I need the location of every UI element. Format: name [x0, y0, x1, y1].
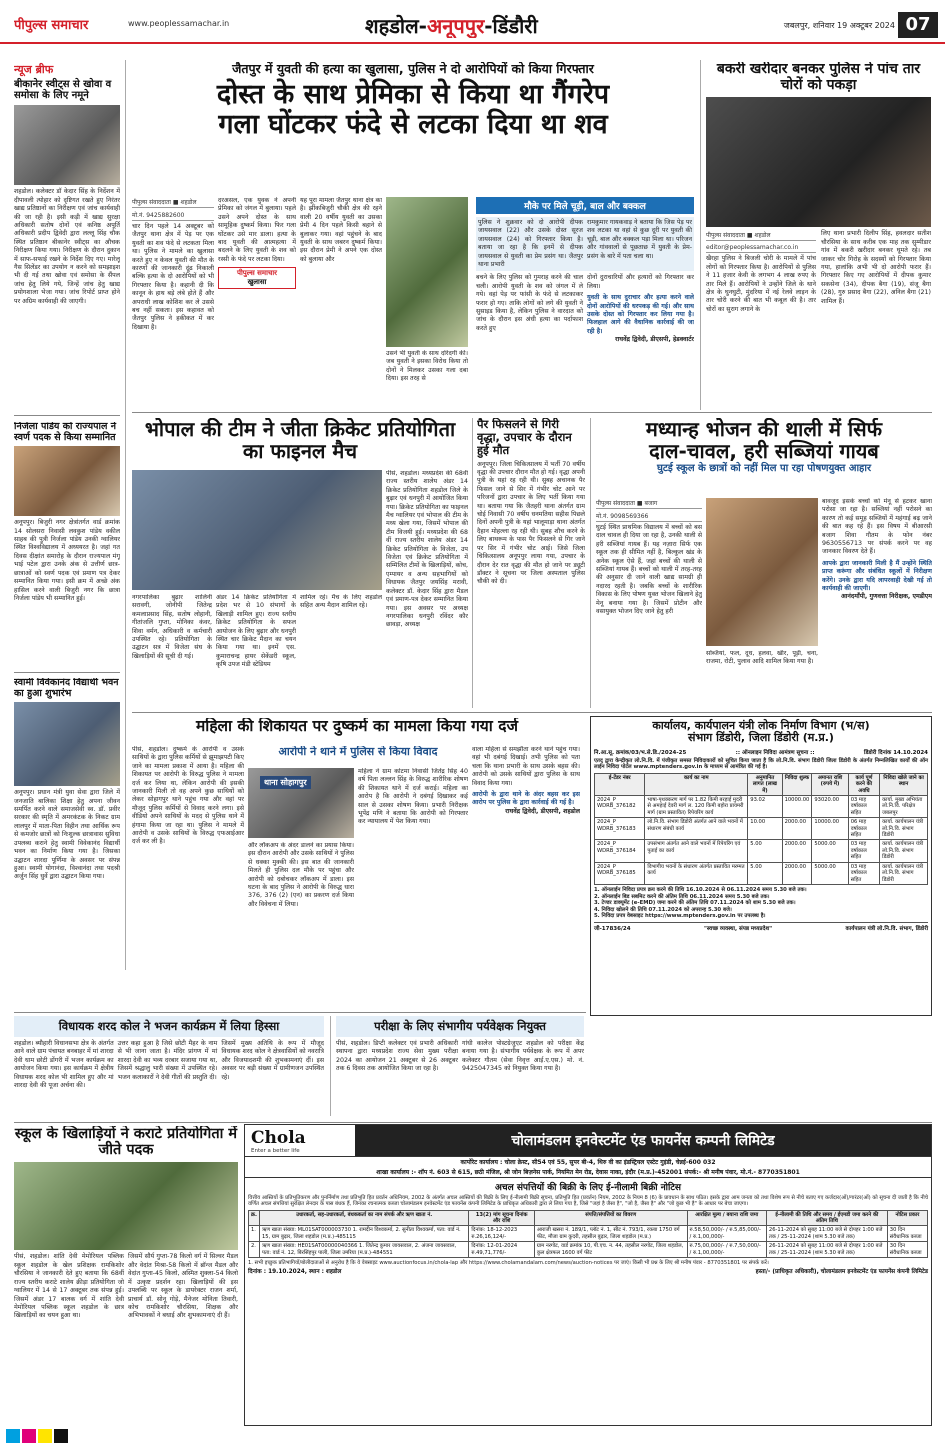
midday-right [822, 498, 932, 708]
complaint-col-3 [358, 768, 468, 976]
tender-header-3: निविदा शुल्क [782, 773, 812, 795]
chola-corp-office: कार्पोरेट कार्यालय : चोला क्रेस्ट, सी54 एवं 55, सुपर बी-4, थिरु वी का इंडस्ट्रियल एस्टेट गुइंडी, चेन्नई-600 032 [460, 1159, 716, 1166]
news-brief-body: शहडोल। कलेक्टर डॉ केदार सिंह के निर्देशन में दीपावली त्योहार को दृष्टिगत रखते हुए निरंतर खाद्य प्रतिष्ठानों का निरीक्षण एवं जांच कार्यवाही की जा रही है। इसी कड़ी में खाद्य सुरक्षा अधिकारी सतोष दोनों एवं कनिष्ठ अपूर्ति अधिकारी प्रदीप द्विवेदी द्वारा लल्लू सिंह चौक स्थित प्रतिष्ठान बीकानेर स्वीट्स का औचक निरीक्षण किया गया। निरीक्षण के दौरान दुकान में साफ-सफाई रखने के निर्देश दिए गए। मारेलू गैस सिलेंडर का उपयोग न करने को समझाइश भी दी गई तथा खोवा एवं समोसा के सैंपल जांच हेतु लिये गये, जिन्हें जांच हेतु खाद्य प्रयोगशाला भेजा गया। जांच रिपोर्ट प्राप्त होने पर अग्रिम कार्यवाही की जाएगी। [14, 188, 120, 305]
chola-table [248, 1210, 928, 1258]
reg-mark-yellow [38, 1429, 52, 1443]
tender-cell: 2024_P WDRB_376183 [595, 818, 645, 840]
tender-cell: 5.00 [748, 862, 782, 884]
goat-columns [706, 230, 931, 314]
tender-cell: कार्या. मुख्य अभियंता लो.नि.वि. परिक्षेत्र जबलपुर [880, 796, 928, 818]
exam-headline: परीक्षा के लिए संभागीय पर्यवेक्षक नियुक्त [336, 1016, 584, 1037]
column-rule [700, 60, 701, 410]
chola-cell: दिनांक: 12-01-2024 रु.49,71,776/- [469, 1242, 535, 1258]
lead-col1-text: चार दिन पहले 14 अक्टूबर को जैतपुर थाना क्षेत्र में पेड़ पर एक युवती का शव फंदे से लटकता मिला था। पुलिस ने मामले का खुलासा करते हुए न केवल युवती की मौत के कारणों की जानकारी दूंढ निकाली बल्कि हत्या के दो आरोपियों को भी गिरफ्तार किया है। कहानी दी कि कानून के हाथ बड़े लंबे होते हैं और अपराधी लाख कोशिश कर ले उससे बच नहीं सकता। इस कहावत को जैतपुर पुलिस ने हकीकत में कर दिखाया है। [132, 223, 214, 331]
midday-bottom [706, 650, 818, 708]
tender-footer-left: जी-17836/24 [594, 925, 631, 932]
midday-byline: पीपुल्स संवाददाता ■ बजाग [596, 498, 702, 509]
nirjala-headline: निर्जला पांडेय को राज्यपाल ने स्वर्ण पदक से किया सम्मानित [14, 422, 116, 443]
chola-ad [244, 1124, 932, 1426]
chola-cell: 30 दिन संवैधानिक कब्जा [887, 1242, 927, 1258]
tender-cell: 2000.00 [782, 862, 812, 884]
chola-logo [245, 1125, 355, 1156]
chola-table-head [249, 1210, 928, 1226]
complaint-quote-attr: राघवेंद्र द्विवेदी, डीएसपी, शहडोल [505, 807, 580, 815]
midday-quote: आपके द्वारा जानकारी मिली है मैं उन्होंने स्थिति प्राप्त करूंगा और संबंधित स्कूलों में निरीक्षण करेंगे। उनके द्वारा यदि लापरवाही देखी गई तो कार्यवाही की जाएगी। [822, 559, 932, 593]
tender-row [595, 796, 928, 818]
midday-left-text: घुटई स्थित प्राथमिक विद्यालय में बच्चों को बस दाल चावल ही दिया जा रहा है, उनकी थाली से हरी सब्जियां गायब हैं। यह नज़ारा सिर्फ एक स्कूल तक ही सीमित नहीं है, बिल्कुल खंड के अनेक स्कूल ऐसे हैं, जहां बच्चों की थाली से सब्जियां गायब हैं। बच्चों को थाली में तरह-तरह की अनुसार दी जाने वाली खाद्य सामग्री ही नदारद रहती है। जबकि बच्चों के शारीरिक विकास के लिए पोषण युक्त भोजन खिलाने हेतु मेनू बनाया गया है। जिसमें प्रोटीन और वसायुक्त भोजन दिए जाने हेतु हरी [596, 524, 702, 616]
complaint-col-4 [472, 746, 580, 976]
mla-col2: उत्तर कहा हुआ है जिसे छोटी मैहर के नाम से भी जाना जाता है। मंदिर प्रांगण में मां शारदा देवी का भव्य दरबार सजाया गया था, जिसमें श्रद्धालु भारी संख्या में उपस्थित रहे। भजन कलाकारों ने देवी गीतों की प्रस्तुति दी। [117, 1040, 218, 1081]
section-prefix: शहडोल- [365, 14, 427, 38]
chola-place-date: दिनांक : 19.10.2024, स्थान : शहडोल [248, 1269, 342, 1276]
tender-cell: कार्या. कार्यपालन यंत्री लो.नि.वि. संभाग डिंडोरी [880, 862, 928, 884]
goat-story [706, 62, 931, 410]
news-brief-headline: बीकानेर स्वीट्स से खोवा व समोसा के लिए नमूने [14, 79, 112, 102]
tender-date: डिंडोरी दिनांक 14.10.2024 [863, 749, 928, 756]
story-swami [14, 678, 120, 968]
website[interactable]: www.peoplessamachar.in [128, 19, 230, 28]
exam-col1: पीसं, शहडोल। डिप्टी कलेक्टर एवं प्रभारी अधिकारी स्थापना द्वारा मध्यप्रदेश राज्य सेवा मुख्य परीक्षा 2024 का आयोजन 21 अक्टूबर से 26 अक्टूबर तक 6 दिवस तक आयोजित किया जा रहा है। [336, 1040, 458, 1073]
cricket-bottom-1-text: नगरपालिका बुढ़ार शालिनी सरावगी, जोनीपी जितेन्द्र कमलाप्रसाद सिंह, सतोष लोहानी, गीतांजलि गुप्ता, मोनिका कंवर, शिवा वर्मन, अधिकारी व कर्मचारी उपस्थित रहे। प्रतियोगिता के उद्घाटन सत्र में विजेता संघ के खिलाड़ियों की सूची दी गई। [132, 594, 212, 660]
cricket-bottom-2 [216, 594, 296, 706]
cricket-bottom-3 [300, 594, 382, 706]
news-brief [14, 62, 120, 412]
chola-cell: दिनांक: 18-12-2023 रु.26,16,124/- [469, 1226, 535, 1242]
chola-row [249, 1226, 928, 1242]
tender-cell: 03 माह वर्षाकाल सहित [848, 840, 879, 862]
chola-table-body [249, 1226, 928, 1258]
cricket-photo [132, 470, 382, 590]
tender-cell: 5000.00 [812, 840, 848, 862]
tender-label: :: ऑनलाइन निविदा आमंत्रण सूचना :: [735, 749, 815, 756]
complaint-col1-text: पीसं, शहडोल। दुष्कर्म के आरोपी व उसके साथियों के द्वारा पुलिस कर्मियों से झूमाझपटी किए जाने का मामला प्रकाश में आया है। महिला की शिकायत पर आरोपी के विरुद्ध पुलिस ने मामला दर्ज कर लिया था, लेकिन आरोपी की इसकी जानकारी मिली तो वह अपने कुछ साथियों को लेकर सोहागपुर थाने पहुंच गया और वहां पर मौजूद पुलिस कर्मियों से विवाद करने लगा। इसे वीडियो अपने साथियों के मदद से पुलिस थाने में हंगामा किया जा रहा था। पुलिस ने मामले में आरोपी व उसके साथियों के विरुद्ध एफआईआर दर्ज कर ली है। [132, 746, 244, 846]
tender-cell: 2024_P WDRB_376185 [595, 862, 645, 884]
mla-col1: शहडोल। ब्यौहारी विधानसभा क्षेत्र के अंतर्गत आने वाले ग्राम पंचायत बनबाहर में मां शारदा देवी धाम छोटी डोंगरी में भजन कार्यक्रम का आयोजन किया गया। इस कार्यक्रम में क्षेत्रीय विधायक शरद कोल भी शामिल हुए और मां शारदा देवी की पूजा अर्चना की। [14, 1040, 114, 1090]
tender-cell: भाषा-पृथक्करण मार्ग पर 1.82 किमी बरहाई मुदरी से अमहाई देवरी मार्ग ल. 120 किमी बहोरा प्रायमरी मार्ग (ग्राम प्रस्तावित) रिपेयरिंग कार्य [645, 796, 748, 818]
tender-meta [594, 748, 928, 756]
tender-cell: उपसंभाग अंतर्गत आने वाले भवनों में रिपेयरिंग एवं पुताई का कार्य [645, 840, 748, 862]
exam-col2: गांधी कालेज पोस्टग्रेजुएट शहडोल को परीक्षा केंद्र बनाया गया है। संभागीय पर्यवेक्षक के रूप में अपर कलेक्टर गौतम (सेवा निवृत्त आई.ए.एस.) मो. नं. 9425047345 को नियुक्त किया गया है। [462, 1040, 584, 1073]
mla-headline: विधायक शरद कोल ने भजन कार्यक्रम में लिया हिस्सा [14, 1016, 324, 1037]
lead-kicker: जैतपुर में युवती की हत्या का खुलासा, पुलिस ने दो आरोपियों को किया गिरफ्तार [232, 62, 594, 76]
cricket-bottom-3-text: शामिल रहे। मैच के लिए शहडोल सहित अन्य मैदान शामिल रहे। [300, 594, 382, 610]
lead-col2a-text: दरअसल, एक युवक ने अपनी प्रेमिका को जंगल में बुलाया। पहले उसने अपने दोस्त के साथ सामूहिक दुष्कर्म किया। फिर गला घोंटकर उसे मार डाला। हत्या के बाद युवती की आत्महत्या में बदलने के लिए युवती के शव को रस्सी के फंदे पर लटका दिया। [218, 197, 296, 263]
tender-cell: 10000.00 [782, 796, 812, 818]
story-nirjala [14, 422, 120, 670]
chola-notice-intro: वित्तीय आस्तियों के प्रतिभूतिकरण और पुनर्निर्माण तथा प्रतिभूति हित प्रवर्तन अधिनियम, 2002 के अंतर्गत अचल आस्तियों की बिक्री के लिए ई-नीलामी बिक्री सूचना, प्रतिभूति हित (प्रवर्तन) नियम, 2002 के नियम 8 (6) के प्रावधान के साथ पठित। इसके द्वारा आम जनता को तथा विशेष रूप से नीचे बताए गए कर्जदार(ओं)/गारंटर(ओं) को सूचना दी जाती है कि नीचे वर्णित अचल संपत्तियां सुरक्षित लेनदार के पास बंधक हैं, जिनका रचनात्मक कब्जा चोलामंडलम इनवेस्टमेंट एंड फायनेंस कंपनी लिमिटेड के प्राधिकृत अधिकारी द्वारा ले लिया गया है, जिसे "जहां है जैसा है", "जो है, जैसा है" और "जो कुछ भी है" के आधार पर बेचा जाएगा। [248, 1195, 928, 1208]
chola-cell: रु.75,00,000/- / रु.7,50,000/- / रु.1,00,000/- [687, 1242, 766, 1258]
tender-ref: नि.आ.सू. क्रमांक/03/भ.से.डि./2024-25 [594, 749, 687, 756]
chola-logo-text: Chola [251, 1128, 306, 1148]
chola-branch-office: शाखा कार्यालय :- शॉप नं. 603 से 615, छठी मंजिल, श्री जोन बिज़नेस पार्क, नियमित मेन रोड, देवास नाका, इंदौर (म.प्र.)-452001 संपर्क:- श्री मनीष पंवार, मो.नं.- 8770351801 [245, 1167, 931, 1178]
tender-cell: 93020.00 [812, 796, 848, 818]
chola-header-1: उधारकर्ता, सह-उधारकर्ता, बंधककर्ता का नाम संपर्क और ऋण खाता नं. [259, 1210, 468, 1226]
chola-header-5: ई-नीलामी की तिथि और समय / ईएमडी जमा करने की अंतिम तिथि [766, 1210, 887, 1226]
chola-cell: ऋण खाता संख्या: HE01SAT00000040366 1. जितेन्द्र कुमार जायसवाल, 2. अंजना जायसवाल, पता: वार्ड नं. 12, बिरसिंहपुर पाली, जिला उमरिया (म.प्र.)-484551 [259, 1242, 468, 1258]
cricket-top-text-wrap [386, 470, 468, 705]
tender-cell: 10000.00 [812, 818, 848, 840]
lead-headline-2: गला घोंटकर फंदे से लटका दिया था शव [218, 109, 608, 141]
karate-headline: स्कूल के खिलाड़ियों ने कराटे प्रतियोगिता में जीते पदक [14, 1126, 238, 1159]
complaint-subhead-wrap [248, 746, 468, 766]
brand-logo[interactable] [14, 14, 114, 34]
tender-header-4: अमानत राशि (रुपये में) [812, 773, 848, 795]
swami-photo [14, 702, 120, 786]
midday-quote-attr: आनंदमाँपी, गुणवत्ता निरीक्षक, एमडीएम [841, 593, 932, 601]
chola-header-3: संपत्ति/संपत्तियों का विवरण [534, 1210, 687, 1226]
masthead [0, 0, 945, 44]
tender-header-6: निविदा खोले जाने का स्थान [880, 773, 928, 795]
lead-sidebar-label: मौके पर मिले चूड़ी, बाल और बक्कल [476, 197, 694, 214]
nirjala-body: अनूपपुर। बिजुरी नगर क्षेत्रांतर्गत वार्ड क्रमांक 14 सोलसरा निवासी लवकुश पांडेय वकील साहब की पुत्री निर्जला पांडेय उनकी ग्वालियर स्थित विश्वविद्यालय में अध्ययरत है। जहां गत दिवस दीक्षांत समारोह के दौरान राज्यपाल मंगू भाई पटेल द्वारा उनके अंक से उत्तीर्ण छात्र-छात्राओं को स्वर्ण पदक एवं प्रमाण पत्र देकर सम्मानित किया गया। इसी क्रम में अच्छे अंक हासिल करने वाली बिजुरी नगर कि छात्रा निर्जला पांडेय भी सम्मानित हुई। [14, 519, 120, 602]
chola-cell: 26-11-2024 को सुबह 11:00 बजे से दोपहर 1:00 बजे तक / 25-11-2024 (शाम 5.30 बजे तक) [766, 1242, 887, 1258]
tender-cell: 06 माह वर्षाकाल सहित [848, 818, 879, 840]
tender-cell: 10.00 [748, 818, 782, 840]
mla-story [14, 1016, 324, 1116]
chola-header-2: 13(2) मांग सूचना दिनांक और राशि [469, 1210, 535, 1226]
chola-table-wrap [245, 1208, 931, 1260]
section-accent: अनूपपुर [426, 14, 485, 38]
chola-cell: 30 दिन संवैधानिक कब्जा [887, 1226, 927, 1242]
midday-right-text: बावजूद इसके बच्चों को मेनू से हटकर खाना परोसा जा रहा है। सब्जियां नहीं परोसने का कारण तो कई समूह सब्जियों में महंगाई बढ़ जाने की बात कह रहे हैं। इस विषय में बीआरसी बजाग शिवा गौतम के फोन नंबर 9630556713 पर संपर्क करने पर वह जानकार विवरण देते हैं। [822, 498, 932, 556]
karate-story [14, 1126, 238, 1426]
page-number: 07 [898, 12, 938, 38]
tender-note: 1. ऑनलाईन निविदा प्रपत्र क्रय करने की तिथि 16.10.2024 से 06.11.2024 समय 5.30 बजे तक। [594, 886, 807, 893]
chola-signatory: हस्ता/- (प्राधिकृत अधिकारी), चोलामंडलम इनवेस्टमेंट एंड फायनेंस कंपनी लिमिटेड [755, 1269, 928, 1276]
tender-title-1: कार्यालय, कार्यपालन यंत्री लोक निर्माण विभाग (भ/स) [652, 719, 870, 732]
swami-body: अनूपपुर। प्रधान मंत्री युवा सेवा द्वारा जिले में जनजाति बालिका शिक्षा हेतु अपना जीवन समर्पित करने वाले समाजसेवी स्व. डॉ. प्रवीर सरकार की स्मृति में अमरकंटक के निकट ग्राम लालपुर में माता-पिता विहीन तथा आर्थिक रूप से कमजोर छात्रों को निःशुल्क छात्रावास सुविधा उपलब्ध कराने हेतु स्वामी विवेकानंद विद्यार्थी भवन का निर्माण किया गया है। जिसका उद्घाटन शारदा पूर्णिमा के अवसर पर संपन्न हुआ। स्वामी योगानंदा, विश्वानंदा तथा पदश्री अर्जुन सिंह धुर्वे द्वारा उद्घाटन किया गया। [14, 789, 120, 881]
lead-sidebar-right: रामकुमार गायकवाड़ ने बताया कि जिस पेड़ पर शव लटका था वहां से कुछ दूरी पर युवती की चूड़ी, बाल और बक्कल पड़ा मिला था। परिजन और गांववालों से पूछताछ में युवती के प्रेम-प्रसंग के बारे में पता चला था। [587, 219, 692, 260]
complaint-col3-text: महिला ने ग्राम कोटमा निवासी जितेंद्र सिंह 40 वर्ष पिता लल्लन सिंह के विरुद्ध शारीरिक शोषण की शिकायत थाने में दर्ज कराई। महिला का आरोप है कि आरोपी ने दबंगई दिखाकर कई साल से उसका शोषण किया। प्रभारी निरीक्षक भूपेंद्र मणि ने बताया कि आरोपी को गिरफ्तार कर न्यायालय में पेश किया गया। [358, 768, 468, 826]
divider [14, 1012, 586, 1013]
complaint-headline: महिला की शिकायत पर दुष्कर्म का मामला किया गया दर्ज [196, 718, 518, 735]
tender-cell: 2000.00 [782, 840, 812, 862]
tender-cell: 2000.00 [782, 818, 812, 840]
lead-sidebar-left: पुलिस ने शुक्रवार को दो आरोपी दीपक जायसवाल (22) और उसके दोस्त सूरज जायसवाल (24) को गिरफ्तार किया है। बताया जा रहा है कि इनमें से दीपक जायसवाल से युवती का प्रेम प्रसंग था। जैतपुर थाना प्रभारी [478, 219, 583, 269]
lead-sidebar-quote: युवती के साथ दुराचार और हत्या करने वाले दोनों आरोपियों की धरपकड़ की गई। और साथ उसके दोस्त को गिरफ्तार कर लिया गया है। फिलहाल आगे की वैधानिक कार्रवाई की जा रही है। [587, 294, 694, 335]
midday-headline-2: दाल-चावल, हरी सब्जियां गायब [649, 439, 879, 464]
complaint-col-2 [248, 842, 354, 976]
chola-footer [245, 1266, 931, 1276]
complaint-photo-caption: थाना सोहागपुर [260, 776, 311, 789]
reg-mark-magenta [22, 1429, 36, 1443]
lead-headline-1: दोस्त के साथ प्रेमिका से किया था गैंगरेप [216, 79, 610, 110]
goat-photo [706, 97, 931, 227]
lead-sidebar-body [476, 274, 694, 344]
karate-col1: पीसं, शहडोल। शांति देवी मेमोरियल पब्लिक स्कूल शहडोल के खेल प्रशिक्षक रामकिशोर चौरसिया ने जानकारी देते हुए बताया कि 68वीं राज्य स्तरीय कराटे शालेय क्रीड़ा प्रतियोगिता जो ग्वालियर में 14 से 17 अक्टूबर तक संपन्न हुई। जिसमें अंडर 17 बालक वर्ग में शांति देवी मेमोरियल पब्लिक स्कूल शहडोल के छात्र खिलाड़ियों का चयन हुआ था। [14, 1253, 124, 1320]
chola-tagline: Enter a better life [251, 1148, 300, 1154]
tender-note: 2. ऑनलाईन बिड सबमिट करने की अंतिम तिथि 06.11.2024 समय 5.30 बजे तक। [594, 893, 770, 900]
tender-cell: कार्या. कार्यपालन यंत्री लो.नि.वि. संभाग डिंडोरी [880, 818, 928, 840]
chola-cell: रु.58,50,000/- / रु.5,85,000/- / रु.1,00,000/- [687, 1226, 766, 1242]
tender-header-2: अनुमानित लागत (लाख में) [748, 773, 782, 795]
chola-header [245, 1125, 931, 1157]
tender-note: 4. निविदा खोलने की तिथि 07.11.2024 को अपरान्ह 5.30 बजे। [594, 906, 732, 913]
tender-cell: विभागीय भवनों के संधारण अंतर्गत प्रस्तावित मरम्मत कार्य [645, 862, 748, 884]
goat-email[interactable]: editor@peoplessamachar.co.in [706, 243, 816, 253]
tender-table-body [595, 796, 928, 885]
tender-title-2: संभाग डिंडोरी, जिला डिंडोरी (म.प्र.) [688, 731, 834, 745]
tender-row [595, 862, 928, 884]
tender-header-5: कार्य पूर्ण करने की अवधि [848, 773, 879, 795]
dateline: जबलपुर, शनिवार 19 अक्टूबर 2024 [783, 21, 895, 30]
tender-intro: एतद् द्वारा केन्द्रीकृत लो.नि.वि. में पंजीकृत समस्त निविदाकारों को सूचित किया जाता है कि लो.नि.वि. संभाग डिंडोरी जिला डिंडोरी के अंतर्गत निम्नलिखित कार्यों की ऑन लाईन निविदा पोर्टल www.mptenders.gov.in के माध्यम से आमंत्रित की गई है। [594, 757, 928, 771]
tender-notice [590, 716, 932, 1016]
lead-col-3 [300, 197, 382, 407]
section-title [365, 12, 685, 38]
section-suffix: -डिंडौरी [484, 14, 538, 38]
swami-headline: स्वामी विवेकानंद विद्यार्थी भवन का हुआ शुभारंभ [14, 678, 119, 699]
tender-cell: 5.00 [748, 840, 782, 862]
tender-cell: कार्या. कार्यपालन यंत्री लो.नि.वि. संभाग डिंडोरी [880, 840, 928, 862]
cricket-headline: भोपाल की टीम ने जीता क्रिकेट प्रतियोगिता का फाइनल मैच [144, 418, 456, 464]
chola-header-0: क्र. [249, 1210, 260, 1226]
karate-photo [14, 1162, 238, 1250]
tender-footer-right: कार्यपालन यंत्री लो.नि.वि. संभाग, डिंडोरी [845, 925, 928, 932]
lead-phone: मो.नं. 9425882600 [132, 210, 214, 221]
chola-title: चोलामंडलम इनवेस्टमेंट एंड फायनेंस कम्पनी लिमिटेड [355, 1125, 931, 1156]
divider [132, 712, 932, 713]
lead-logo-sub: खुलासा [247, 278, 267, 287]
complaint-photo [248, 768, 354, 838]
chola-cell: ग्राम नरगोट, वार्ड क्रमांक 10, पी.एच. न. 44, तहसील नरगोट, जिला शहडोल, कुल क्षेत्रफल 1600 वर्ग फीट [534, 1242, 687, 1258]
tender-cell: 93.02 [748, 796, 782, 818]
midday-left [596, 498, 702, 708]
lead-sidebar [476, 197, 694, 409]
mla-col3: जिसमें मुख्य अतिथि के रूप में मौजूद विधायक शरद कोल ने क्षेत्रवासियों को नवरात्रि और विजयादशमी की शुभकामनाएं दीं। इस अवसर पर बड़ी संख्या में ग्रामीणजन उपस्थित रहे। [221, 1040, 324, 1081]
midday-phone: मो.नं. 9098569366 [596, 511, 702, 522]
tender-cell: लो.नि.वि. संभाग डिंडोरी अंतर्गत आने वाले भवनों में संधारण संबंधी कार्य [645, 818, 748, 840]
goat-headline: बकरी खरीदार बनकर पुलिस ने पांच तार चोरों को पकड़ा [716, 62, 921, 93]
exam-columns [336, 1040, 584, 1074]
tender-cell: 2024_P WDRB_376184 [595, 840, 645, 862]
column-rule [330, 1016, 331, 1116]
reg-mark-cyan [6, 1429, 20, 1443]
chola-header-6: नोटिस प्रकार [887, 1210, 927, 1226]
karate-columns [14, 1253, 238, 1320]
lead-logo-box [218, 267, 296, 289]
divider [14, 672, 120, 673]
elderly-body: अनूपपुर। जिला चिकित्सालय में भर्ती 70 वर्षीय वृद्धा की उपचार दौरान मौत हो गई। वृद्धा अपनी पुत्री के यहां रह रही थी। सुबह अचानक पैर फिसल जाने से सिर में गंभीर चोट आने पर परिजनों द्वारा उपचार के लिए भर्ती किया गया था। बताया गया कि जैतहरी थाना अंतर्गत ग्राम चोई निवासी 70 वर्षीय धनमतिया सहीस पिछले दिनों अपनी पुत्री के यहां भालूमाड़ा थाना अंतर्गत दैहान मोहल्ला रह रही थी। सुबह शौच करने के लिए बाथरूम के पास पैर फिसलने से गिर जाने पर सिर में गंभीर चोट आई। जिसे जिला चिकित्सालय अनूपपुर लाया गया, उपचार के दौरान देर रात वृद्धा की मौत हो जाने पर ड्यूटी डॉक्टर ने सूचना पर जिला अस्पताल पुलिस चौकी को दी। [477, 460, 585, 586]
lead-col-4 [386, 350, 468, 408]
chola-cell: ऋण खाता संख्या: ML01SAT000003730 1. रामदीन विश्वकर्मा, 2. सुनीता विश्वकर्मा, पता: वार्ड नं. 15, ग्राम बुढ़ार, जिला शहडोल (म.प्र.)-485115 [259, 1226, 468, 1242]
lead-sidebar-box [476, 217, 694, 271]
lead-sidebar-body-left: बचने के लिए पुलिस को गुमराह करने की चाल चली। आरोपी युवती के शव को जंगल में ले गये। वहां पेड़ पर फांसी के फंदे से लटकाकर फरार हो गए। ताकि लोगों को लगे की युवती ने सुसाइड किया है, लेकिन पुलिस ने वारदात को जांच के दौरान इस अंधी हत्या का पर्दाफाश करते हुए [476, 274, 583, 332]
news-brief-photo [14, 105, 120, 185]
lead-sidebar-body-right-wrap [587, 274, 694, 344]
lead-sidebar-body-right: दोनों दुराचारियों और हत्यारों को गिरफ्तार कर लिया। [587, 274, 694, 290]
midday-subhead: घुटई स्कूल के छात्रों को नहीं मिल पा रहा पोषणयुक्त आहार [656, 462, 872, 474]
lead-photo [386, 197, 468, 347]
tender-cell: 03 माह वर्षाकाल सहित [848, 796, 879, 818]
lead-logo-brand: पीपुल्स समाचार [236, 269, 278, 278]
goat-byline: पीपुल्स संवाददाता ■ शहडोल [706, 230, 816, 241]
nirjala-photo [14, 446, 120, 516]
chola-cell: 2. [249, 1242, 260, 1258]
chola-cell: 1. [249, 1226, 260, 1242]
chola-notice-title: अचल संपत्तियों की बिक्री के लिए ई-नीलामी बिक्री नोटिस [495, 1183, 681, 1193]
lead-col-2 [218, 197, 296, 407]
tender-cell: 5000.00 [812, 862, 848, 884]
goat-right-text: लिए थाना प्रभारी दिलीप सिंह, हवलदार सतीश चौरसिया के साथ करीब एक माह तक सुम्मीडार गांव में बकरी खरीदार बनकर घूमते रहे। तब जाकर चोर गिरोह के सदस्यों को गिरफ्तार किया गया, हालांकि अभी भी दो आरोपी फरार हैं। गिरफ्तार किए गए आरोपियों में दीपक कुमार सकसेना (34), दीपक बैगा (19), संजू बैगा (28), गुरु प्रसाद बैगा (22), अनिल बैगा (21) शामिल हैं। [821, 230, 931, 305]
elderly-headline: पैर फिसलने से गिरी वृद्धा, उपचार के दौरान हुई मौत [477, 418, 572, 457]
complaint-col2-text: और लॉकअप के अंदर डालने का प्रयास किया। इस दौरान आरोपी और उसके साथियों ने पुलिस से धक्का मुक्की की। इस बात की जानकारी मिलते ही पुलिस दल मौके पर पहुंचा और आरोपी को दबोचकर लॉकअप में डाला। इस घटना के बाद पुलिस ने आरोपी के विरुद्ध धारा 376, 376 (2) (एन) का प्रकरण दर्ज किया और विवेचना में लिया। [248, 842, 354, 908]
midday-bottom-text: सब्जियां, फल, दूध, हलवा, खीर, पूड़ी, चना, राजमा, रोटी, पुलाव आदि शामिल किया गया है। [706, 650, 818, 666]
tender-table [594, 773, 928, 885]
chola-cell: 26-11-2024 को सुबह 11:00 बजे से दोपहर 1:00 बजे तक / 25-11-2024 (शाम 5.30 बजे तक) [766, 1226, 887, 1242]
reg-mark-black [54, 1429, 68, 1443]
tender-footer-mid: "स्वच्छ व्यवस्था, संपन्न मध्यप्रदेश" [704, 925, 773, 932]
tender-notes [594, 887, 928, 920]
lead-byline: पीपुल्स संवाददाता ■ शहडोल [132, 197, 214, 208]
cricket-top-text: पीसं, शहडोल। मध्यप्रदेश की 68वीं राज्य स्तरीय शालेय अंडर 14 क्रिकेट प्रतियोगिता शहडोल जिले के बुढ़ार एवं धनपुरी में आयोजित किया गया। क्रिकेट प्रतियोगिता का फाइनल मैच ग्वालियर एवं भोपाल की टीम के मध्य खेला गया, जिसमें भोपाल की टीम विजयी हुई। मध्यप्रदेश की 68 वीं राज्य स्तरीय शालेय अंडर 14 क्रिकेट प्रतियोगिता के विजेता, उप विजेता एवं क्रिकेट प्रतियोगिता में सम्मिलित टीमों के खिलाड़ियों, कोच, एम्पायर व अन्य सहभागियों को विधायक जैतपुर जयसिंह मरावी, कलेक्टर डॉ. केदार सिंह द्वारा मैडल एवं प्रमाण-पत्र देकर सम्मानित किया गया। इस अवसर पर अध्यक्ष नगरपालिका धनपुरी रविंदर कौर छावड़ा, अध्यक्ष [386, 470, 468, 629]
midday-headline-1: मध्यान्ह भोजन की थाली में सिर्फ [645, 418, 883, 441]
chola-cell: आराजी खसरा नं. 189/1, प्लॉट नं. 1, सीट नं. 793/1, रकबा 1750 वर्ग फीट, मौजा ग्राम कुदरी, तहसील बुढ़ार, जिला शहडोल (म.प्र.) [534, 1226, 687, 1242]
tender-cell: 2024_P WDRB_376182 [595, 796, 645, 818]
tender-note: 5. निविदा प्रपत्र वेबसाइट https://www.mptenders.gov.in पर उपलब्ध है। [594, 913, 766, 920]
tender-footer [594, 922, 928, 932]
elderly-story [477, 418, 585, 708]
chola-header-4: आरक्षित मूल्य / बयाना राशि जमा [687, 1210, 766, 1226]
lead-col-1 [132, 197, 214, 407]
tender-note: 3. टेण्डर डाक्यूमेंट (e-EMD) जमा करने की अंतिम तिथि 07.11.2024 को शाम 5.30 बजे तक। [594, 900, 796, 907]
complaint-col4-text: वाला महिला से समझौता करने थाने पहुंच गया। वहां भी दबंगई दिखाई। तभी पुलिस को पता चला कि थाना प्रभारी के साथ उसके बहस की। आरोपी को उसके साथियों द्वारा पुलिस के साथ विवाद किया गया। [472, 746, 580, 787]
goat-col-left [706, 230, 816, 314]
tender-cell: 03 माह वर्षाकाल सहित [848, 862, 879, 884]
tender-header-1: कार्य का नाम [645, 773, 748, 795]
news-brief-tag: न्यूज ब्रीफ [14, 63, 54, 76]
karate-col2: जिसमें सौर्य गुप्ता-78 किलो वर्ग में सिल्वर मैडल और वेदांत मिश्रा-58 किलो में ब्रॉन्ज मैडल और वेदांत गुप्ता-45 किलो, अस्मित शुक्ला-54 किलो में उत्कृष्ट प्रदर्शन रहा। खिलाड़ियों की इस उपलब्धि पर स्कूल के डायरेक्टर राजन शर्मा, प्राचार्य डॉ. सोनू गोड़े, मैनेजर मोनिता तिवारी, कोच रामकिशोर चौरसिया, शिक्षक और अभिभावकों ने बधाई और शुभकामनाएं दी हैं। [128, 1253, 238, 1320]
chola-footer-notes: 1. सभी इच्छुक प्रतिभागियों/बोलीदाताओं से अनुरोध है कि वे वेबसाइट www.auctionfocus.in/chola-lap और https://www.cholamandalam.com/news/auction-notices पर जाएं। किसी भी प्रश्न के लिए श्री मनीष पंवार - 8770351801 पर संपर्क करें। [248, 1260, 769, 1267]
cricket-bottom-2-text: अंडर 14 क्रिकेट प्रतियोगिता में प्रदेश भर से 10 संभागों के खिलाड़ी शामिल हुए। राज्य स्तरीय क्रिकेट प्रतियोगिता के सफल आयोजन के लिए बुढ़ार और धनपुरी स्थित चार क्रिकेट मैदान का चयन किया गया था। इनमें एस. कुमाराचन्द्र हायर सेकेंडरी स्कूल, कृषि उपज मंडी स्टेडियम [216, 594, 296, 669]
lead-col3-text: उसने भी युवती के साथ दरिंदगी की। जब युवती ने इसका विरोध किया तो दोनों ने मिलकर उसका गला दबा दिया। इस तरह से [386, 350, 468, 383]
column-rule [590, 418, 591, 708]
tender-row [595, 818, 928, 840]
exam-story [336, 1016, 584, 1116]
mla-columns [14, 1040, 324, 1090]
chola-row [249, 1242, 928, 1258]
divider [132, 412, 932, 413]
cricket-bottom-1 [132, 594, 212, 706]
tender-row [595, 840, 928, 862]
registration-marks [6, 1428, 945, 1444]
column-rule [125, 60, 126, 970]
complaint-quote: आरोपी के द्वारा थाने के अंदर बहस कर इस आरोप पर पुलिस के द्वारा कार्रवाई की गई है। [472, 791, 580, 807]
brand-name: पीपुल्स समाचार [14, 18, 89, 33]
midday-photo [706, 498, 818, 646]
lead-col2b-text: यह पूरा मामला जैतपुर थाना क्षेत्र का है। झींकबिजुरी चौकी क्षेत्र की रहने वाली 20 वर्षीय युवती का उसका प्रेमी 4 दिन पहले किसी बहाने से बुलाकर गया। वहां पहुंचने के बाद युवती के साथ जबरन दुष्कर्म किया। इस दौरान प्रेमी ने अपने एक दोस्त को बुलाया और [300, 197, 382, 263]
tender-header-0: ई-टेंडर नंबर [595, 773, 645, 795]
divider [14, 1122, 932, 1123]
goat-left-text: खैरहा पुलिस ने बिजली चोरी के मामले में पांच लोगों को गिरफ्तार किया है। आरोपियों से पुलिस ने 11 हजार केवी के लगभग 4 लाख रुपए के तार मिले हैं। आरोपियों ने उन्होंने जिले के थाने क्षेत्र के घुनघुटी, मुंदरिया में नई रेलवे लाइन के तार चोरी करने की बात भी कबूल की है। तार चोरों का सुराग लगाने के [706, 255, 816, 313]
lead-sidebar-quote-attr: राघवेंद्र द्विवेदी, डीएसपी, हेडक्वार्टर [615, 336, 694, 344]
complaint-subhead: आरोपी ने थाने में पुलिस से किया विवाद [278, 746, 438, 758]
tender-table-head [595, 773, 928, 795]
column-rule [472, 418, 473, 708]
complaint-col-1 [132, 746, 244, 976]
divider [14, 415, 120, 416]
